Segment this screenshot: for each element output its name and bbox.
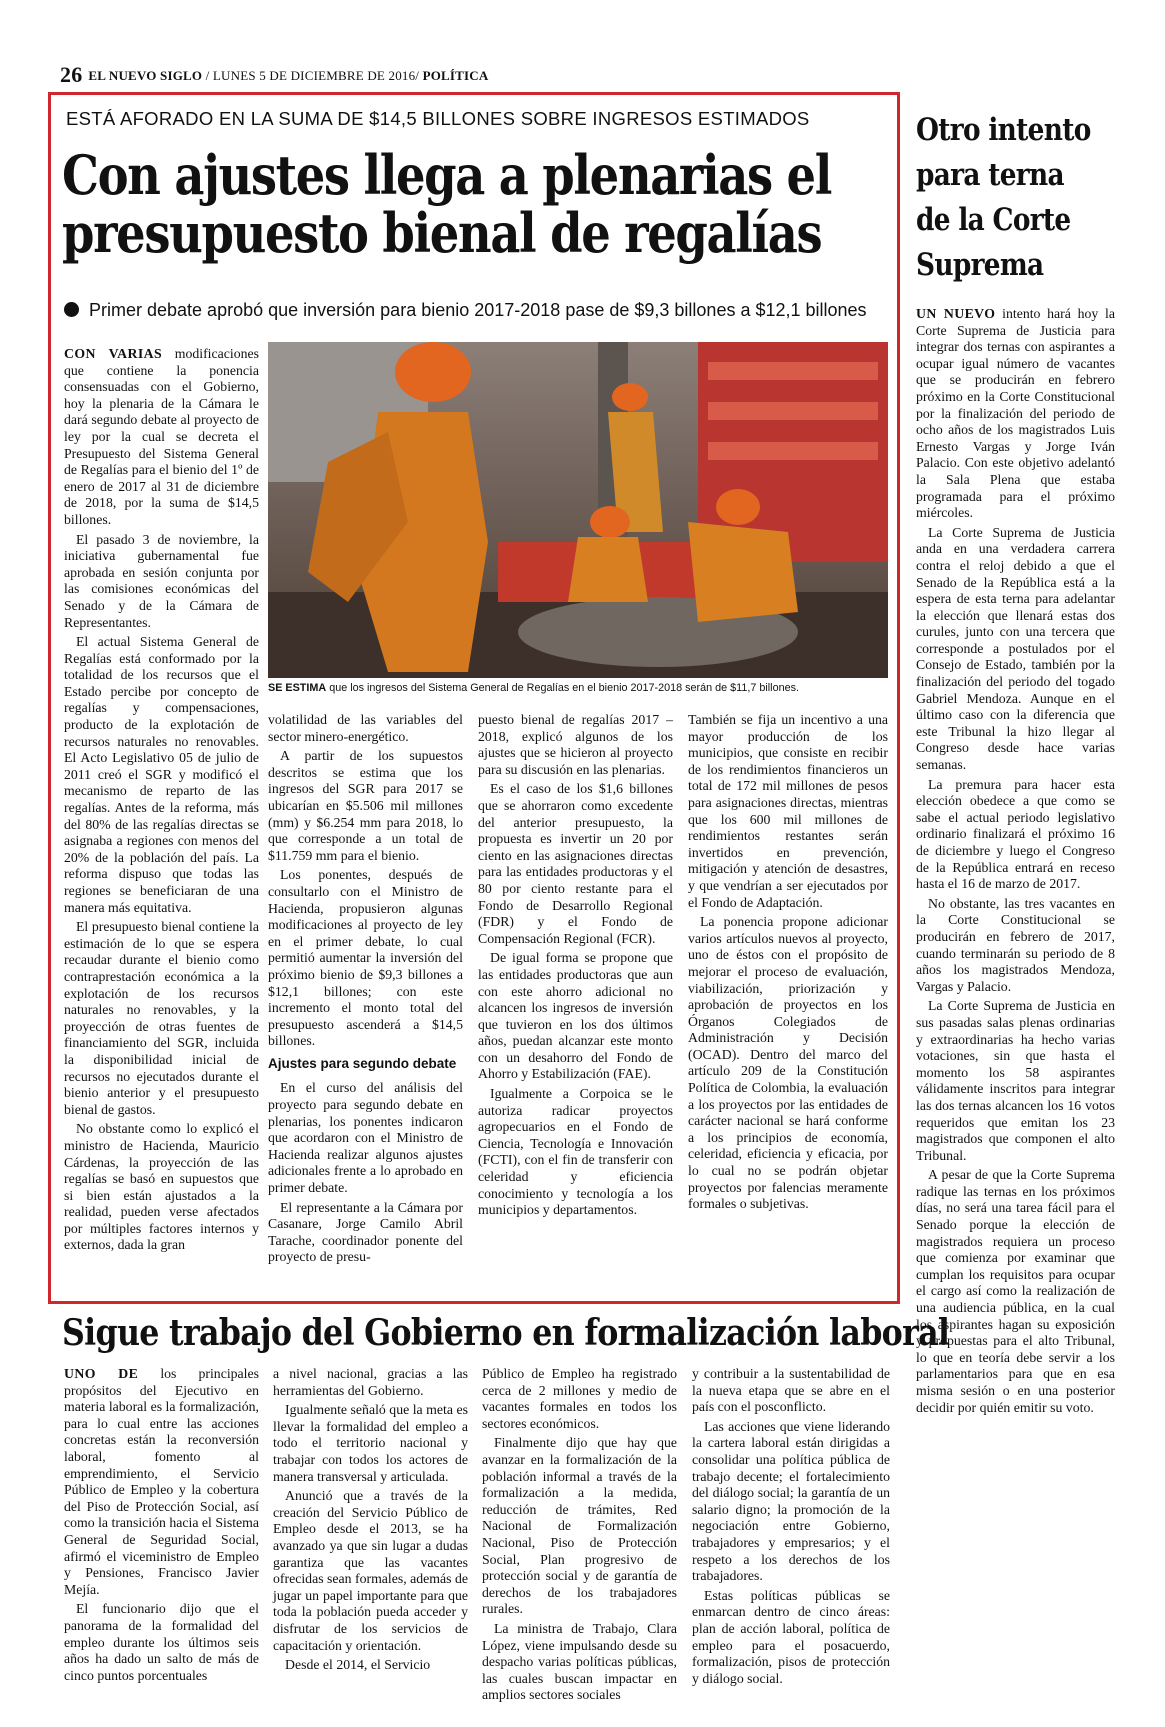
caption-text: que los ingresos del Sistema General de Regalías en el bienio 2017-2018 serán de $11,7 billones. [326, 682, 799, 694]
lead-in: UNO DE [64, 1366, 139, 1381]
second-story-column-1 [64, 1366, 259, 1687]
paragraph: No obstante como lo explicó el ministro de Hacienda, Mauricio Cárdenas, la proyección de las regalías se basó en supuestos que si bien están ajustados a la realidad, pueden verse afectados por múltiples factores internos y externos, dada la gran [64, 1121, 259, 1253]
paragraph: De igual forma se propone que las entidades productoras que aun con este ahorro adicional no alcancen los ingresos de inversión que tuvieron en los dos últimos años, puedan alcanzar este monto con un desahorro del Fondo de Ahorro y Estabilización (FAE). [478, 950, 673, 1082]
main-story-column-4 [688, 712, 888, 1216]
paragraph [64, 1366, 259, 1598]
paragraph: Los ponentes, después de consultarlo con el Ministro de Hacienda, propusieron algunas modificaciones al proyecto de ley en el primer debate, lo cual permitió aumentar la inversión del próximo bienio de $9,3 billones a $12,1 billones; con este incremento el monto total del presupuesto ascenderá a $14,5 billones. [268, 867, 463, 1049]
paragraph: Anunció que a través de la creación del Servicio Público de Empleo desde el 2013, se ha avanzado ya que sin lugar a dudas garantiza que las vacantes ofrecidas sean formales, además de jugar un papel importante para que toda la población pueda acceder y disfrutar de los servicios de capacitación y orientación. [273, 1488, 468, 1653]
folio-date: / LUNES 5 DE DICIEMBRE DE 2016/ [202, 68, 423, 83]
paragraph: a nivel nacional, gracias a las herramientas del Gobierno. [273, 1366, 468, 1398]
paragraph: No obstante, las tres vacantes en la Corte Constitucional se producirán en febrero de 2017, cuando terminarán su periodo de 8 años los magistrados Mendoza, Vargas y Palacio. [916, 895, 1115, 994]
paragraph: Igualmente a Corpoica se le autoriza radicar proyectos agropecuarios en el Fondo de Ciencia, Tecnología e Innovación (FCTI), con el fin de transferir con celeridad y eficiencia conocimiento y tecnología a los municipios y departamentos. [478, 1086, 673, 1218]
paragraph: puesto bienal de regalías 2017 – 2018, explicó algunos de los ajustes que se hicieron al proyecto para su discusión en las plenarias. [478, 712, 673, 777]
second-story-column-4 [692, 1366, 890, 1690]
caption-lead: SE ESTIMA [268, 682, 327, 694]
paragraph: El pasado 3 de noviembre, la iniciativa gubernamental fue aprobada en sesión conjunta por las comisiones económicas del Senado y de la Cámara de Representantes. [64, 531, 259, 630]
paragraph: volatilidad de las variables del sector minero-energético. [268, 712, 463, 744]
main-story-kicker: ESTÁ AFORADO EN LA SUMA DE $14,5 BILLONES SOBRE INGRESOS ESTIMADOS [66, 108, 810, 129]
side-headline-line-3: de la Corte [916, 202, 1071, 238]
paragraph-text: los principales propósitos del Ejecutivo en materia laboral es la formalización, para lo cual entre las acciones concretas están la reconversión laboral, fomento al emprendimiento, el Servicio Público de Empleo y la cobertura del Piso de Protección Social, así como la transición hacia el Sistema General de Seguridad Social, afirmó el viceministro de Empleo y Pensiones, Francisco Javier Mejía. [64, 1366, 260, 1597]
section-subheading: Ajustes para segundo debate [268, 1055, 457, 1071]
paragraph: La premura para hacer esta elección obedece a que como se sabe el actual periodo legislativo ordinario finalizará el próximo 16 de diciembre y luego el Congreso de la República entrará en receso hasta el 16 de marzo de 2017. [916, 776, 1115, 892]
headline-line-1: Con ajustes llega a plenarias el [62, 143, 831, 207]
paragraph: La ponencia propone adicionar varios artículos nuevos al proyecto, uno de éstos con el propósito de mejorar el proceso de evaluación, viabilización, priorización y aprobación de proyectos en los Órganos Colegiados de Administración y Decisión (OCAD). Dentro del marco del artículo 209 de la Constitución Política de Colombia, la evaluación a los proyectos por las entidades de carácter nacional se hará conforme a los principios de economía, celeridad, eficiencia y eficacia, por lo cual no se podrán objetar proyectos por falencias meramente formales o subjetivas. [688, 914, 888, 1212]
main-story-column-2 [268, 712, 463, 1269]
paragraph: El actual Sistema General de Regalías está conformado por la totalidad de los recursos que el Estado percibe por concepto de regalías y compensaciones, producto de la explotación de recursos naturales no renovables. El Acto Legislativo 05 de julio de 2011 creó el SGR y modificó el mecanismo de reparto de las regalías. Antes de la reforma, más del 80% de las regalías directas se asignaba a regiones con menos del 20% de la población del país. La reforma dispuso que todas las regiones se beneficiaran de una manera más equitativa. [64, 634, 259, 915]
side-headline-line-1: Otro intento [916, 112, 1091, 148]
main-story-subhead [64, 300, 867, 321]
main-story-column-3 [478, 712, 673, 1222]
paragraph: La ministra de Trabajo, Clara López, viene impulsando desde su despacho varias políticas públicas, las cuales buscan impactar en amplios sectores sociales [482, 1620, 677, 1703]
paragraph-text: intento hará hoy la Corte Suprema de Justicia para integrar dos ternas con aspirantes a ocupar igual número de vacantes que se producirán en febrero próximo en la Corte Constitucional por la finalización del periodo de ocho años de los magistrados Luis Ernesto Vargas y Jorge Iván Palacio. Con este objetivo adelantó la Sala Plena que estaba programada para el próximo miércoles. [916, 306, 1115, 521]
paragraph-text: modificaciones que contiene la ponencia consensuadas con el Gobierno, hoy la plenaria de la Cámara le dará segundo debate al proyecto de ley por la cual se decreta el Presupuesto del Sistema General de Regalías para el bienio del 1º de enero de 2017 al 31 de diciembre de 2018, por la suma de $14,5 billones. [64, 346, 259, 527]
paragraph: Finalmente dijo que hay que avanzar en la formalización de la población informal a través de la formalización a la medida, reducción de trámites, Red Nacional de Formalización Nacional, Piso de Protección Social, Plan progresivo de protección social y de garantía de derechos de los trabajadores rurales. [482, 1435, 677, 1617]
paragraph: La Corte Suprema de Justicia en sus pasadas salas plenas ordinarias y extraordinarias ha hecho varias votaciones, sin que hasta el momento los 58 aspirantes válidamente inscritos para integrar las dos ternas alcancen los 16 votos requeridos que emitan los 23 magistrados que componen el alto Tribunal. [916, 998, 1115, 1163]
paragraph: El representante a la Cámara por Casanare, Jorge Camilo Abril Tarache, coordinador ponente del proyecto de presu- [268, 1199, 463, 1265]
photo-caption [268, 682, 888, 694]
side-story-column [916, 306, 1115, 1419]
side-headline-line-2: para terna [916, 157, 1064, 193]
paragraph [916, 306, 1115, 522]
page-number: 26 [60, 62, 83, 87]
main-story-headline [62, 143, 888, 265]
paragraph: Público de Empleo ha registrado cerca de 2 millones y medio de vacantes formales en todos los sectores económicos. [482, 1366, 677, 1431]
paragraph: A partir de los supuestos descritos se estima que los ingresos del SGR para 2017 se ubicarían en $5.506 mil millones (mm) y $6.254 mm para 2018, lo que corresponde a un total de $11.759 mm para el bienio. [268, 748, 463, 863]
bullet-icon [64, 302, 79, 317]
paragraph: La Corte Suprema de Justicia anda en una verdadera carrera contra el reloj debido a que el Senado de la República está a la espera de esta terna para adelantar la elección que llenará estas dos curules, junto con una tercera que corresponde a postulados por el Consejo de Estado, también por la finalización del periodo del togado Gabriel Mendoza. Aunque en el último caso con la diferencia que este Tribunal la hizo llegar al Congreso desde hace varias semanas. [916, 524, 1115, 773]
paragraph: También se fija un incentivo a una mayor producción de los municipios, que consiste en recibir de los rendimientos financieros un total de 172 mil millones de pesos para asignaciones directas, mientras que los 600 mil millones de rendimientos restantes serán invertidos en prevención, mitigación y atención de desastres, y que vendrían a ser ejecutados por el Fondo de Adaptación. [688, 712, 888, 910]
lead-in: UN NUEVO [916, 306, 996, 321]
paragraph: En el curso del análisis del proyecto para segundo debate en plenarias, los ponentes indicaron que acordaron con el Ministro de Hacienda realizar algunos ajustes adicionales frente a lo aprobado en primer debate. [268, 1080, 463, 1196]
headline-line-2: presupuesto bienal de regalías [62, 201, 822, 265]
paragraph: El funcionario dijo que el panorama de la formalidad del empleo durante los últimos seis años ha dado un salto de más de cinco puntos porcentuales [64, 1601, 259, 1683]
paragraph: Igualmente señaló que la meta es llevar la formalidad del empleo a todo el territorio nacional y trabajar con todos los actores de manera transversal y articulada. [273, 1402, 468, 1484]
paragraph: A pesar de que la Corte Suprema radique las ternas en los próximos días, no será una tarea fácil para el Senado porque la elección de magistrados requiera un proceso que comienza por examinar que cumplan los requisitos para ocupar el cargo así como la realización de una audiencia pública, en la cual los aspirantes hagan su exposición y propuestas para el alto Tribunal, lo que en teoría debe servir a los parlamentarios para que en esa misma sesión o en una posterior decidir por quién emitir su voto. [916, 1167, 1115, 1415]
paragraph: Estas políticas públicas se enmarcan dentro de cinco áreas: plan de acción laboral, política de empleo para el posacuerdo, formalización, pisos de protección y diálogo social. [692, 1587, 890, 1686]
paragraph: Desde el 2014, el Servicio [285, 1657, 431, 1673]
second-story-column-2 [273, 1366, 468, 1677]
lead-in: CON VARIAS [64, 346, 163, 361]
paragraph [64, 346, 259, 529]
side-headline-line-4: Suprema [916, 247, 1044, 283]
paragraph: y contribuir a la sustentabilidad de la nueva etapa que se abre en el país con el posconflicto. [692, 1366, 890, 1415]
second-story-headline: Sigue trabajo del Gobierno en formalización laboral [62, 1312, 950, 1354]
folio-section: POLÍTICA [422, 68, 489, 83]
second-story-column-3 [482, 1366, 677, 1707]
paragraph: Las acciones que viene liderando la cartera laboral están dirigidas a consolidar una política pública de trabajo decente; el fortalecimiento del diálogo social; la garantía de un salario digno; la promoción de la negociación entre Gobierno, trabajadores y empresarios; y el respeto a los derechos de los trabajadores. [692, 1418, 890, 1584]
paragraph: Es el caso de los $1,6 billones que se ahorraron como excedente del anterior presupuesto, la propuesta es invertir un 20 por ciento en las asignaciones directas para las entidades productoras y el 80 por ciento restante para el Fondo de Desarrollo Regional (FDR) y el Fondo de Compensación Regional (FCR). [478, 781, 673, 946]
photo-illustration [268, 342, 888, 678]
paragraph: El presupuesto bienal contiene la estimación de lo que se espera recaudar durante el bienio como contraprestación económica a la explotación de los recursos naturales no renovables, y la proyección de otras fuentes de financiamiento del SGR, incluida la disponibilidad inicial de recursos no ejecutados durante el bienio anterior y el presupuesto bienal de gastos. [64, 919, 259, 1117]
page-folio [60, 62, 488, 88]
side-story-headline [916, 108, 1112, 288]
newspaper-name: EL NUEVO SIGLO [88, 68, 203, 83]
main-story-column-1 [64, 346, 259, 1257]
oil-workers-photo [268, 342, 888, 678]
subhead-text: Primer debate aprobó que inversión para bienio 2017-2018 pase de $9,3 billones a $12,1 billones [89, 300, 867, 320]
